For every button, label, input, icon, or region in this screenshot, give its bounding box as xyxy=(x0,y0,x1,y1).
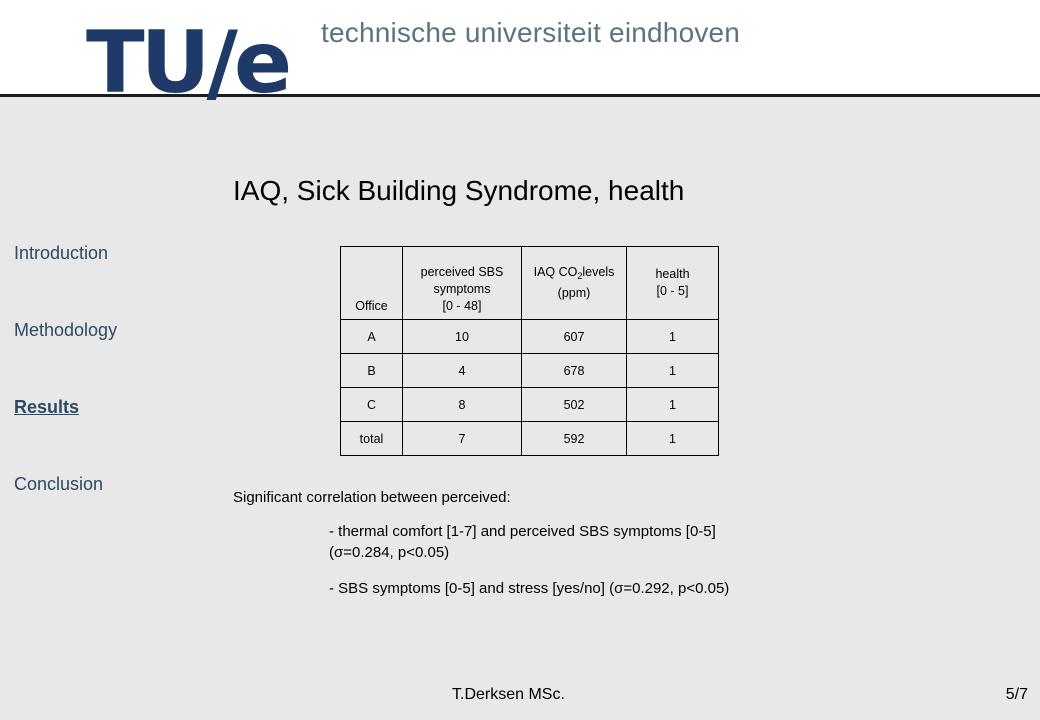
section-nav xyxy=(14,243,194,551)
results-table xyxy=(340,246,719,456)
logo-text: TU/e xyxy=(86,14,289,113)
table-row xyxy=(341,320,719,354)
header-co2-suffix: levels xyxy=(582,265,615,279)
nav-item-methodology[interactable]: Methodology xyxy=(14,320,118,340)
table-row xyxy=(341,388,719,422)
cell-co2: 592 xyxy=(522,422,627,456)
header-health xyxy=(627,247,719,320)
finding-1-line1: - thermal comfort [1-7] and perceived SBS symptoms [0-5] xyxy=(329,523,716,540)
header-sbs-line1: perceived SBS xyxy=(420,265,504,279)
slide-title: IAQ, Sick Building Syndrome, health xyxy=(233,175,685,206)
cell-sbs: 8 xyxy=(403,388,522,422)
cell-co2: 607 xyxy=(522,320,627,354)
cell-sbs: 10 xyxy=(403,320,522,354)
cell-health: 1 xyxy=(627,422,719,456)
header-co2-prefix: IAQ CO xyxy=(533,265,578,279)
table-header-row xyxy=(341,247,719,320)
footer-author: T.Derksen MSc. xyxy=(452,686,565,703)
cell-co2: 678 xyxy=(522,354,627,388)
page-number: 5/7 xyxy=(1005,686,1028,703)
finding-1-line2: (σ=0.284, p<0.05) xyxy=(329,544,450,561)
finding-stress: - SBS symptoms [0-5] and stress [yes/no] (σ=0.292, p<0.05) xyxy=(329,580,730,597)
cell-co2: 502 xyxy=(522,388,627,422)
cell-office: total xyxy=(341,422,403,456)
nav-item-introduction[interactable]: Introduction xyxy=(14,243,109,263)
slide-header xyxy=(0,0,1040,113)
table-row xyxy=(341,354,719,388)
cell-office: A xyxy=(341,320,403,354)
university-tagline: technische universiteit eindhoven xyxy=(321,17,741,48)
nav-item-conclusion[interactable]: Conclusion xyxy=(14,474,104,494)
cell-sbs: 7 xyxy=(403,422,522,456)
header-sbs xyxy=(403,247,522,320)
header-co2-line2: (ppm) xyxy=(557,286,591,300)
cell-health: 1 xyxy=(627,388,719,422)
table-row-total xyxy=(341,422,719,456)
header-co2-subscript: 2 xyxy=(577,271,583,281)
cell-office: C xyxy=(341,388,403,422)
nav-item-results[interactable]: Results xyxy=(14,397,80,417)
header-sbs-line3: [0 - 48] xyxy=(442,299,482,313)
cell-office: B xyxy=(341,354,403,388)
header-office-label: Office xyxy=(355,299,388,313)
finding-thermal-comfort xyxy=(329,521,849,563)
tue-logo xyxy=(86,14,296,114)
header-sbs-line2: symptoms xyxy=(433,282,491,296)
header-health-line1: health xyxy=(655,267,690,281)
cell-health: 1 xyxy=(627,320,719,354)
findings-intro: Significant correlation between perceived: xyxy=(233,489,511,506)
header-co2 xyxy=(522,247,627,320)
cell-sbs: 4 xyxy=(403,354,522,388)
header-health-line2: [0 - 5] xyxy=(656,284,689,298)
header-office xyxy=(341,247,403,320)
cell-health: 1 xyxy=(627,354,719,388)
